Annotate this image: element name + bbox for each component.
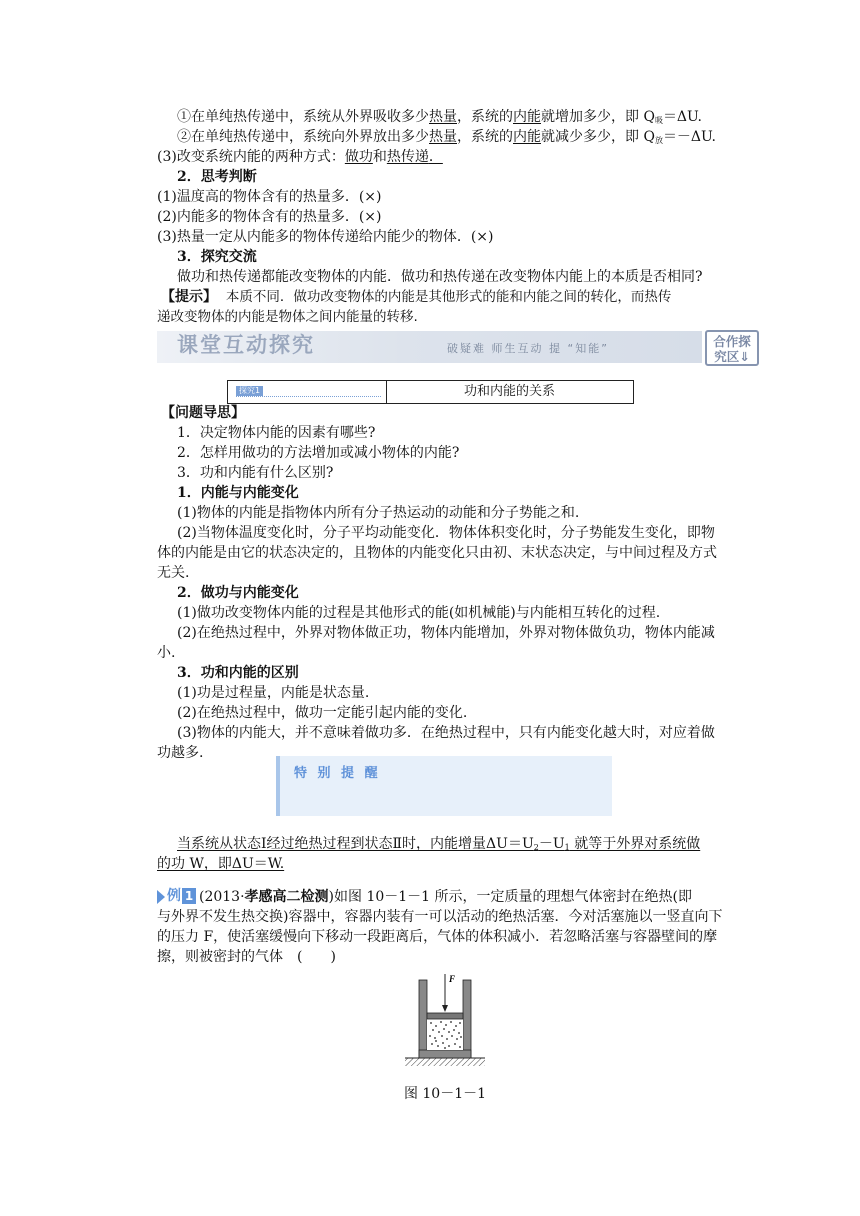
figure-caption: 图 10－1－1: [403, 1086, 487, 1102]
badge-line: 合作探: [713, 334, 751, 349]
example-line: 擦，则被密封的气体 ( ): [157, 949, 336, 965]
text-run: ＝－ΔU.: [662, 129, 717, 145]
source-name: 孝感高二检测: [244, 889, 329, 905]
underlined-term: 做功: [344, 149, 373, 165]
paragraph-line: (1)做功改变物体内能的过程是其他形式的能(如机械能)与内能相互转化的过程.: [177, 605, 661, 621]
text-run: 就减少多少，即 Q: [541, 129, 655, 145]
text-run: ．: [428, 149, 443, 165]
underlined-term: 热量: [429, 129, 457, 145]
guide-item: 3．功和内能有什么区别?: [177, 465, 334, 481]
text-run: －U: [538, 836, 565, 852]
part-title: 2．做功与内能变化: [177, 585, 299, 601]
list-item: (2)内能多的物体含有的热量多．(×): [157, 209, 382, 225]
list-item: (1)温度高的物体含有的热量多．(×): [157, 189, 382, 205]
subscript: 2: [533, 843, 539, 852]
ground-hatching: [405, 1058, 485, 1066]
topic-tag: [228, 381, 387, 403]
paragraph-line: (2)在绝热过程中，外界对物体做正功，物体内能增加，外界对物体做负功，物体内能减: [177, 625, 715, 641]
text-run: ，系统的: [457, 109, 513, 125]
banner-badge: [705, 330, 759, 366]
force-label: F: [449, 974, 456, 984]
underlined-term: 热传递: [386, 149, 429, 165]
guide-title: 【问题导思】: [161, 405, 245, 421]
text-run: ②在单纯热传递中，系统向外界放出多少: [177, 129, 429, 145]
example-line: [199, 887, 692, 907]
section-title: 2．思考判断: [177, 169, 257, 185]
underlined-term: 内能: [513, 109, 541, 125]
paragraph-line: 小.: [157, 645, 176, 661]
hint-label: 【提示】: [161, 289, 217, 305]
guide-item: 1．决定物体内能的因素有哪些?: [177, 425, 376, 441]
example-word: 例: [167, 888, 181, 904]
topic-tag-label: 探究1: [236, 386, 263, 396]
badge-line: [707, 349, 757, 364]
tip-title: 特 别 提 醒: [294, 766, 381, 781]
text-run: )如图 10－1－1 所示，一定质量的理想气体密封在绝热(即: [328, 889, 692, 905]
down-arrow-icon: ⇓: [739, 349, 750, 364]
example-line: 与外界不发生热交换)容器中，容器内装有一可以活动的绝热活塞．今对活塞施以一竖直向下: [157, 909, 723, 925]
text-run: ①在单纯热传递中，系统从外界吸收多少: [177, 109, 429, 125]
hint-text: 递改变物体的内能是物体之间内能量的转移.: [157, 309, 418, 325]
example-number: 1: [182, 888, 196, 904]
container-bottom: [419, 1050, 471, 1058]
topic-header: [227, 380, 634, 404]
paragraph-line: (2)当物体温度变化时，分子平均动能变化．物体体积变化时，分子势能发生变化，即物: [177, 525, 715, 541]
triangle-icon: [157, 890, 165, 904]
underlined-term: 内能: [513, 129, 541, 145]
subscript: 放: [654, 136, 663, 145]
section-banner: [157, 325, 763, 367]
banner-title: 课堂互动探究: [177, 333, 315, 357]
note-line: 的功 W，即ΔU＝W.: [157, 856, 285, 872]
text-run: ，系统的: [457, 129, 513, 145]
piston: [427, 1013, 463, 1019]
example-line: 的压力 F，使活塞缓慢向下移动一段距离后，气体的体积减小．若忽略活塞与容器壁间的摩: [157, 929, 718, 945]
text-run: ＝ΔU.: [662, 109, 703, 125]
guide-item: 2．怎样用做功的方法增加或减小物体的内能?: [177, 445, 460, 461]
badge-text: 究区: [714, 349, 740, 364]
question-text: 做功和热传递都能改变物体的内能．做功和热传递在改变物体内能上的本质是否相同?: [177, 269, 703, 285]
part-title: 3．功和内能的区别: [177, 665, 299, 681]
section-title: 3．探究交流: [177, 249, 257, 265]
text-run: (3)改变系统内能的两种方式：: [157, 149, 345, 165]
piston-container-figure: [405, 970, 485, 1070]
text-line: [157, 147, 443, 167]
paragraph-line: (1)物体的内能是指物体内所有分子热运动的动能和分子势能之和.: [177, 505, 580, 521]
example-label: [167, 888, 196, 905]
hint-text: 本质不同．做功改变物体的内能是其他形式的能和内能之间的转化，而热传: [225, 289, 672, 305]
container-right-wall: [463, 980, 471, 1058]
paragraph-line: (1)功是过程量，内能是状态量.: [177, 685, 370, 701]
container-left-wall: [419, 980, 427, 1058]
topic-title: 功和内能的关系: [463, 384, 555, 399]
paragraph-line: (2)在绝热过程中，做功一定能引起内能的变化.: [177, 705, 468, 721]
text-run: 就等于外界对系统做: [569, 836, 701, 852]
subscript: 1: [564, 843, 570, 852]
force-arrow-head: [442, 1005, 448, 1012]
list-item: (3)热量一定从内能多的物体传递给内能少的物体．(×): [157, 229, 494, 245]
subscript: 吸: [654, 116, 663, 125]
gas-region: [427, 1019, 463, 1050]
hint-line: [161, 287, 671, 307]
underlined-term: 热量: [429, 109, 457, 125]
text-run: 当系统从状态Ⅰ经过绝热过程到状态Ⅱ时，内能增量ΔU＝U: [177, 836, 534, 852]
banner-subtitle: 破疑难 师生互动 提 “知能”: [447, 342, 609, 355]
text-run: 就增加多少，即 Q: [541, 109, 655, 125]
paragraph-line: 体的内能是由它的状态决定的，且物体的内能变化只由初、末状态决定，与中间过程及方式: [157, 545, 717, 561]
paragraph-line: 功越多.: [157, 745, 204, 761]
part-title: 1．内能与内能变化: [177, 485, 299, 501]
paragraph-line: 无关.: [157, 565, 190, 581]
text-run: 和: [372, 149, 387, 165]
paragraph-line: (3)物体的内能大，并不意味着做功多．在绝热过程中，只有内能变化越大时，对应着做: [177, 725, 715, 741]
special-tip-box: [276, 756, 612, 816]
text-run: (2013·: [199, 889, 245, 905]
